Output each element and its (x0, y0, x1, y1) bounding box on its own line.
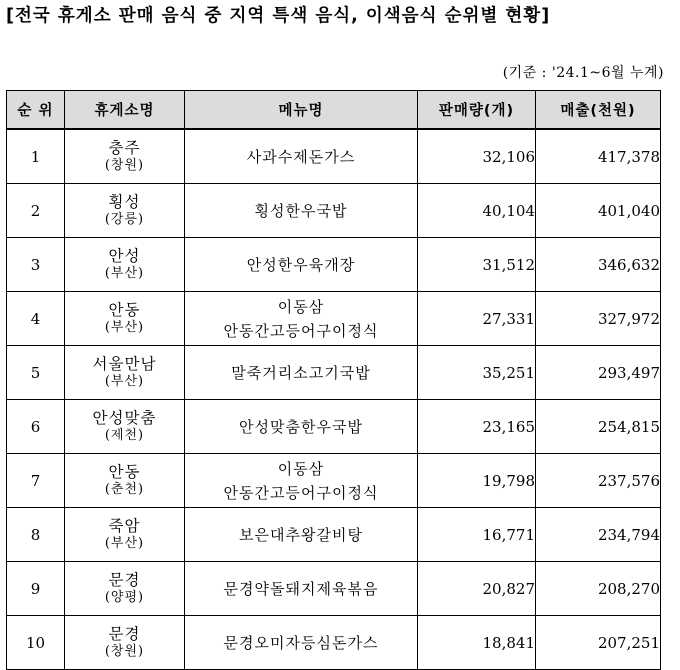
rest-area-cell (65, 508, 185, 562)
menu-line: 안동간고등어구이정식 (223, 483, 379, 502)
rest-area-cell (65, 238, 185, 292)
table-row (7, 292, 661, 346)
table-row (7, 454, 661, 508)
quantity-cell: 32,106 (418, 129, 536, 184)
menu-line: 말죽거리소고기국밥 (231, 363, 371, 382)
rest-area-name: 죽암 (108, 516, 141, 535)
quantity-cell: 31,512 (418, 238, 536, 292)
rank-cell: 10 (7, 616, 65, 670)
menu-line: 문경오미자등심돈가스 (223, 633, 379, 652)
rest-area-cell (65, 184, 185, 238)
rest-area-cell (65, 616, 185, 670)
menu-line: 사과수제돈가스 (246, 147, 356, 166)
rest-area-name: 서울만남 (92, 354, 157, 373)
rest-area-region: (부산) (104, 320, 145, 336)
sales-cell: 346,632 (536, 238, 661, 292)
table-row (7, 400, 661, 454)
table-row (7, 346, 661, 400)
rest-area-name: 안동 (108, 462, 141, 481)
document-title: [전국 휴게소 판매 음식 중 지역 특색 음식, 이색음식 순위별 현황] (6, 6, 551, 26)
rest-area-name: 안성맞춤 (92, 408, 157, 427)
menu-line: 이동삼 (277, 297, 325, 316)
rank-cell: 1 (7, 129, 65, 184)
rest-area-region: (양평) (104, 590, 145, 606)
rest-area-name: 안성 (108, 246, 141, 265)
menu-cell (185, 238, 418, 292)
quantity-cell: 40,104 (418, 184, 536, 238)
quantity-cell: 18,841 (418, 616, 536, 670)
rest-area-name: 충주 (108, 138, 141, 157)
ranking-table (6, 90, 661, 670)
rank-cell: 2 (7, 184, 65, 238)
header-rank: 순 위 (7, 91, 65, 130)
rest-area-region: (부산) (104, 374, 145, 390)
rest-area-name: 문경 (108, 570, 141, 589)
sales-cell: 207,251 (536, 616, 661, 670)
rest-area-region: (부산) (104, 536, 145, 552)
rest-area-cell (65, 454, 185, 508)
table-row (7, 508, 661, 562)
rank-cell: 4 (7, 292, 65, 346)
rank-cell: 8 (7, 508, 65, 562)
rest-area-name: 안동 (108, 300, 141, 319)
table-header-row (7, 91, 661, 130)
quantity-cell: 23,165 (418, 400, 536, 454)
sales-cell: 417,378 (536, 129, 661, 184)
sales-cell: 237,576 (536, 454, 661, 508)
sales-cell: 208,270 (536, 562, 661, 616)
rest-area-region: (창원) (104, 158, 145, 174)
menu-line: 안성맞춤한우국밥 (239, 417, 363, 436)
sales-cell: 327,972 (536, 292, 661, 346)
header-menu: 메뉴명 (185, 91, 418, 130)
basis-note: (기준 : '24.1~6월 누계) (502, 65, 664, 81)
header-sales: 매출(천원) (536, 91, 661, 130)
sales-cell: 293,497 (536, 346, 661, 400)
rank-cell: 3 (7, 238, 65, 292)
rest-area-cell (65, 400, 185, 454)
rest-area-name: 횡성 (108, 192, 141, 211)
table-row (7, 562, 661, 616)
table-row (7, 184, 661, 238)
quantity-cell: 35,251 (418, 346, 536, 400)
menu-line: 안동간고등어구이정식 (223, 321, 379, 340)
quantity-cell: 27,331 (418, 292, 536, 346)
menu-line: 보은대추왕갈비탕 (239, 525, 363, 544)
rest-area-cell (65, 346, 185, 400)
rest-area-region: (창원) (104, 644, 145, 660)
rank-cell: 7 (7, 454, 65, 508)
rank-cell: 9 (7, 562, 65, 616)
rank-cell: 6 (7, 400, 65, 454)
quantity-cell: 19,798 (418, 454, 536, 508)
menu-cell (185, 562, 418, 616)
header-quantity: 판매량(개) (418, 91, 536, 130)
rest-area-name: 문경 (108, 624, 141, 643)
menu-cell (185, 508, 418, 562)
rest-area-region: (춘천) (104, 482, 145, 498)
table-row (7, 616, 661, 670)
menu-line: 안성한우육개장 (246, 255, 356, 274)
rest-area-region: (강릉) (104, 212, 145, 228)
menu-cell (185, 400, 418, 454)
quantity-cell: 20,827 (418, 562, 536, 616)
sales-cell: 401,040 (536, 184, 661, 238)
sales-cell: 254,815 (536, 400, 661, 454)
table-row (7, 238, 661, 292)
rest-area-cell (65, 292, 185, 346)
header-rest-area: 휴게소명 (65, 91, 185, 130)
quantity-cell: 16,771 (418, 508, 536, 562)
menu-line: 이동삼 (277, 459, 325, 478)
menu-cell (185, 454, 418, 508)
menu-cell (185, 292, 418, 346)
rest-area-region: (부산) (104, 266, 145, 282)
menu-line: 문경약돌돼지제육볶음 (223, 579, 379, 598)
table-body (7, 129, 661, 670)
menu-cell (185, 346, 418, 400)
menu-cell (185, 184, 418, 238)
menu-cell (185, 129, 418, 184)
rank-cell: 5 (7, 346, 65, 400)
rest-area-cell (65, 129, 185, 184)
rest-area-region: (제천) (104, 428, 145, 444)
rest-area-cell (65, 562, 185, 616)
sales-cell: 234,794 (536, 508, 661, 562)
menu-cell (185, 616, 418, 670)
menu-line: 횡성한우국밥 (254, 201, 348, 220)
table-row (7, 129, 661, 184)
